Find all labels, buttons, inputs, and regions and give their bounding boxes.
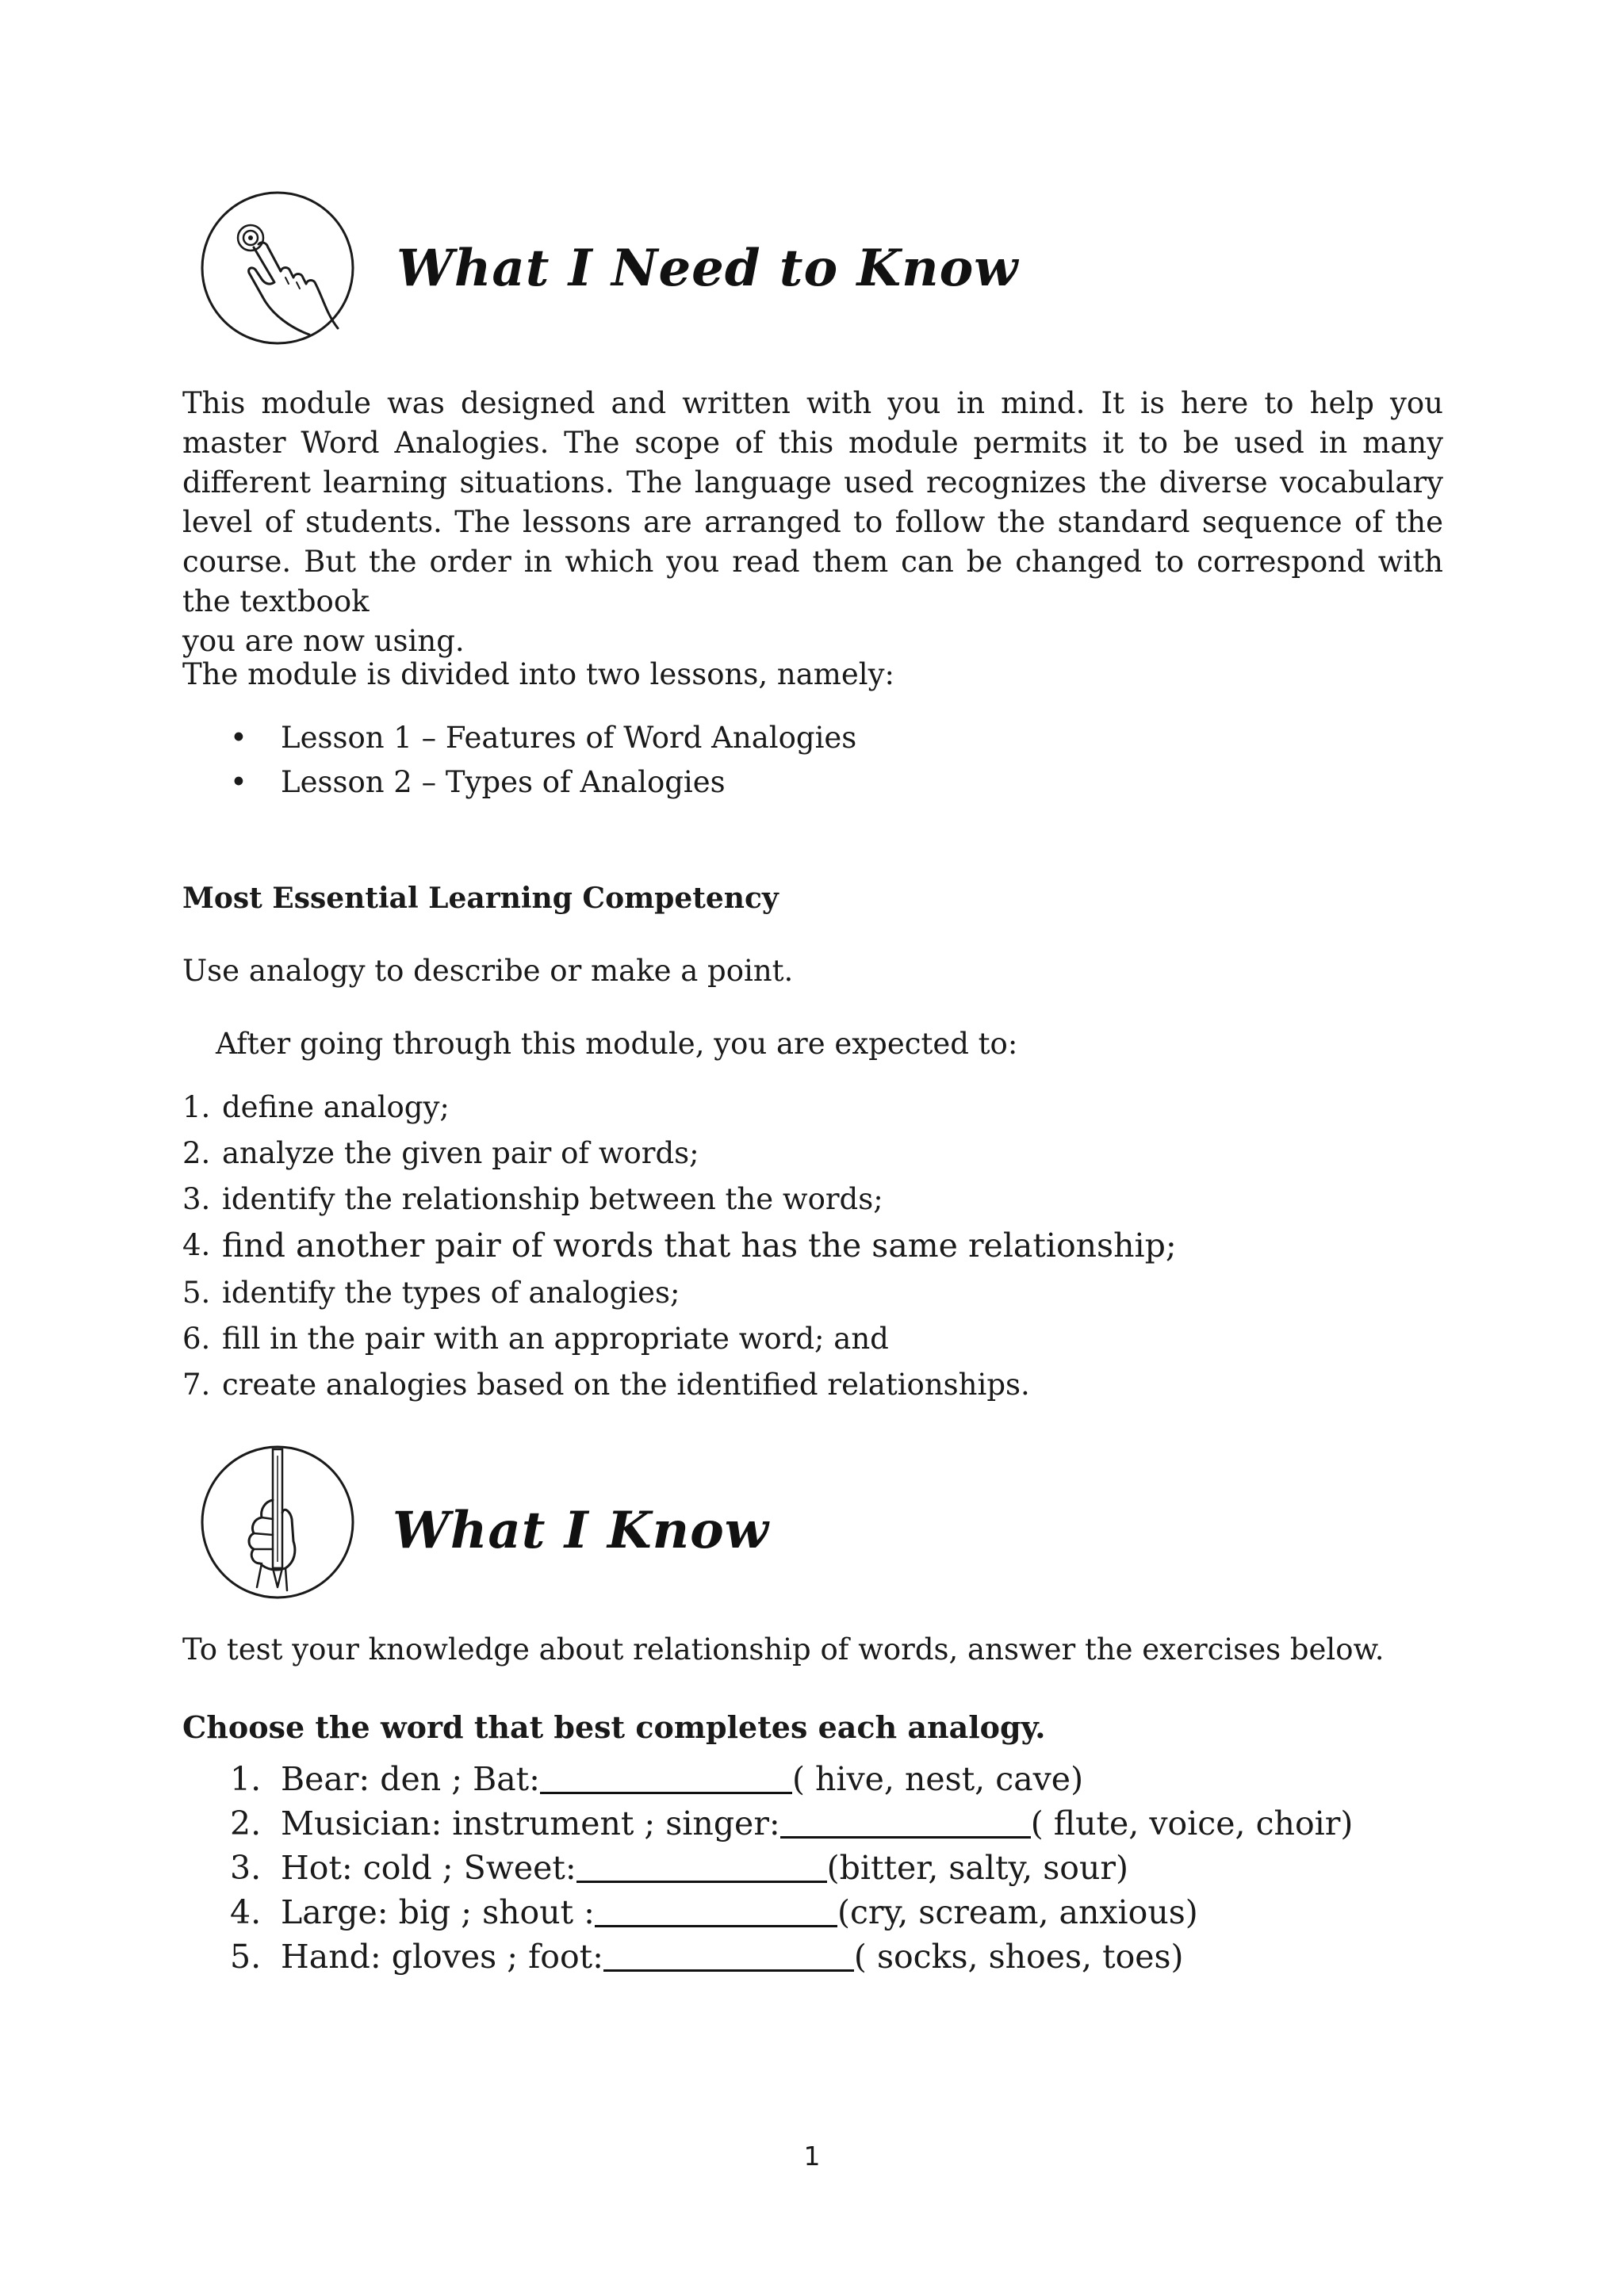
intro-text-last: you are now using.: [182, 624, 465, 658]
intro-paragraph: [182, 384, 1443, 661]
expected-text: After going through this module, you are expected to:: [216, 1027, 1018, 1061]
objective-item: 4. find another pair of words that has the same relationship;: [182, 1226, 1177, 1265]
answer-blank[interactable]: [595, 1890, 837, 1927]
section-header-what-i-know: [198, 1443, 769, 1601]
divided-text: The module is divided into two lessons, namely:: [182, 657, 894, 691]
objective-item: 2. analyze the given pair of words;: [182, 1136, 699, 1170]
melc-heading: Most Essential Learning Competency: [182, 882, 779, 915]
section-title: What I Need to Know: [396, 238, 1019, 298]
lesson-item: • Lesson 1 – Features of Word Analogies: [230, 718, 856, 763]
answer-blank[interactable]: [576, 1846, 827, 1883]
hand-pencil-icon: [198, 1443, 357, 1601]
exercise-item: 5. Hand: gloves ; foot: ( socks, shoes, toes): [230, 1934, 1353, 1979]
intro-text: This module was designed and written with you in mind. It is here to help you master Word Analogies. The scope of this module permits it to be used in many different learning situations. The language used recognizes the diverse vocabulary level of students. The lessons are arranged to follow the standard sequence of the course. But the order in which you read them can be changed to correspond with the textbook: [182, 386, 1443, 618]
objective-item: 5. identify the types of analogies;: [182, 1276, 680, 1310]
answer-blank[interactable]: [780, 1801, 1031, 1839]
objective-item: 7. create analogies based on the identified relationships.: [182, 1368, 1030, 1402]
objective-item: 1. define analogy;: [182, 1090, 450, 1124]
exercise-item: 4. Large: big ; shout : (cry, scream, anxious): [230, 1890, 1353, 1934]
test-intro-text: To test your knowledge about relationship of words, answer the exercises below.: [182, 1632, 1385, 1667]
section-title: What I Know: [393, 1500, 769, 1560]
lesson-item: • Lesson 2 – Types of Analogies: [230, 763, 856, 807]
lesson-list: [230, 718, 856, 807]
exercise-instruction: Choose the word that best completes each analogy.: [182, 1709, 1046, 1745]
page-number: 1: [803, 2141, 821, 2172]
hand-pointer-icon: [198, 189, 357, 347]
exercise-list: [230, 1757, 1353, 1979]
exercise-item: 2. Musician: instrument ; singer: ( flute, voice, choir): [230, 1801, 1353, 1846]
exercise-item: 3. Hot: cold ; Sweet: (bitter, salty, sour): [230, 1846, 1353, 1890]
answer-blank[interactable]: [603, 1934, 854, 1972]
section-header-what-i-need-to-know: [198, 189, 1018, 347]
exercise-item: 1. Bear: den ; Bat: ( hive, nest, cave): [230, 1757, 1353, 1801]
answer-blank[interactable]: [540, 1757, 792, 1794]
melc-text: Use analogy to describe or make a point.: [182, 954, 794, 988]
objective-item: 3. identify the relationship between the words;: [182, 1182, 883, 1216]
objective-item: 6. fill in the pair with an appropriate word; and: [182, 1322, 889, 1356]
objectives-list: [182, 1088, 1177, 1411]
